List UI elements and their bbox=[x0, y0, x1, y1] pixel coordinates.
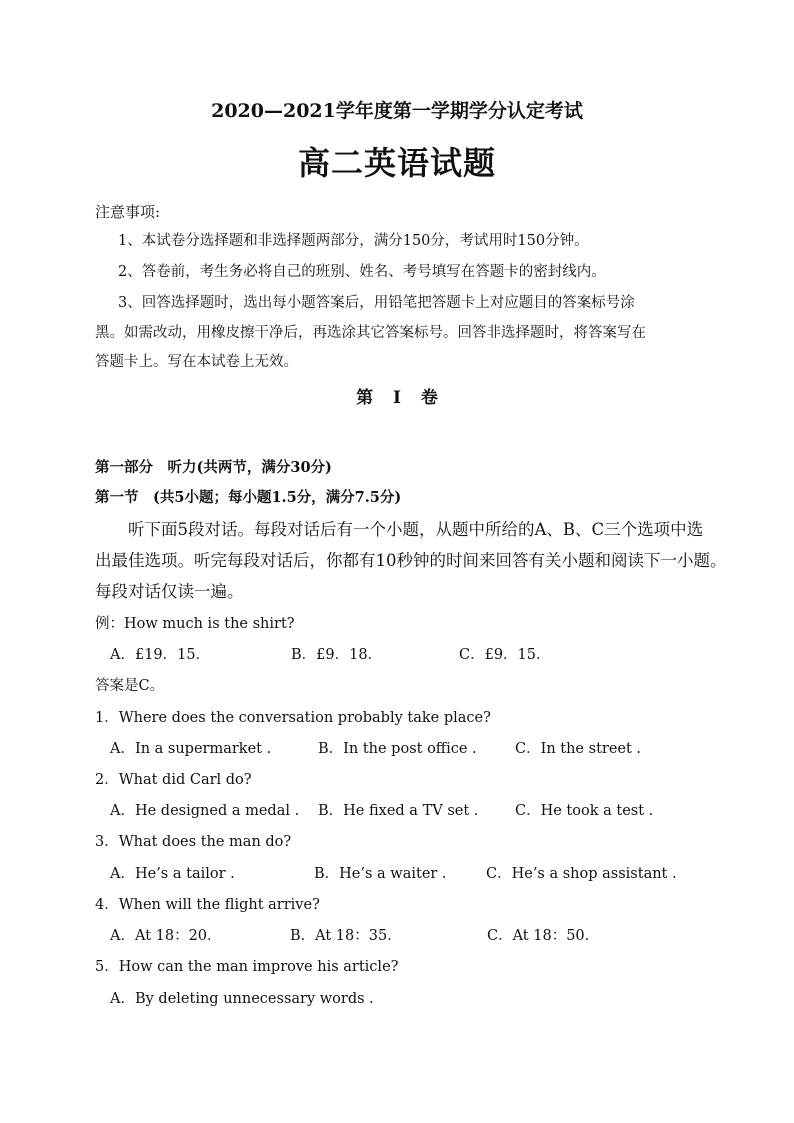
note-item-3-line-1: 3、回答选择题时，选出每小题答案后，用铅笔把答题卡上对应题目的答案标号涂 bbox=[118, 295, 635, 311]
note-item-1: 1、本试卷分选择题和非选择题两部分，满分150分，考试用时150分钟。 bbox=[118, 233, 589, 249]
question-4-option-c: C．At 18：50． bbox=[487, 928, 600, 944]
question-2: 2．What did Carl do? bbox=[95, 772, 252, 788]
example-option-c: C．£9．15． bbox=[459, 647, 551, 663]
question-2-option-a: A．He designed a medal . bbox=[110, 803, 300, 819]
notes-heading: 注意事项: bbox=[95, 203, 161, 221]
note-item-2: 2、答卷前，考生务必将自己的班别、姓名、考号填写在答题卡的密封线内。 bbox=[118, 264, 606, 280]
part1-heading: 第一部分 听力(共两节，满分30分) bbox=[95, 459, 332, 476]
example-answer: 答案是C。 bbox=[95, 678, 165, 694]
question-1: 1．Where does the conversation probably take place? bbox=[95, 710, 491, 726]
question-2-option-c: C．He took a test . bbox=[515, 803, 654, 819]
exam-title-line: 2020—2021学年度第一学期学分认定考试 bbox=[211, 100, 583, 122]
note-item-3-line-3: 答题卡上。写在本试卷上无效。 bbox=[95, 354, 298, 370]
question-5-option-a: A．By deleting unnecessary words . bbox=[110, 991, 374, 1007]
example-question: 例：How much is the shirt? bbox=[95, 616, 295, 632]
instructions-line-1: 听下面5段对话。每段对话后有一个小题，从题中所给的A、B、C三个选项中选 bbox=[128, 520, 704, 539]
question-4: 4．When will the flight arrive? bbox=[95, 897, 320, 913]
question-2-option-b: B．He fixed a TV set . bbox=[318, 803, 479, 819]
section1-heading: 第一节 (共5小题；每小题1.5分，满分7.5分) bbox=[95, 489, 402, 506]
question-1-option-b: B．In the post office . bbox=[318, 741, 477, 757]
question-3-option-b: B．He’s a waiter . bbox=[314, 866, 447, 882]
example-option-a: A．£19．15． bbox=[110, 647, 211, 663]
question-5: 5．How can the man improve his article? bbox=[95, 959, 399, 975]
question-3-option-a: A．He’s a tailor . bbox=[110, 866, 235, 882]
question-3: 3．What does the man do? bbox=[95, 834, 292, 850]
note-item-3-line-2: 黑。如需改动，用橡皮擦干净后，再选涂其它答案标号。回答非选择题时，将答案写在 bbox=[95, 325, 646, 341]
instructions-line-2: 出最佳选项。听完每段对话后，你都有10秒钟的时间来回答有关小题和阅读下一小题。 bbox=[95, 551, 727, 570]
question-1-option-c: C．In the street . bbox=[515, 741, 642, 757]
question-3-option-c: C．He’s a shop assistant . bbox=[486, 866, 677, 882]
subject-title: 高二英语试题 bbox=[297, 144, 496, 182]
example-option-b: B．£9．18． bbox=[291, 647, 383, 663]
volume-label: 第 Ⅰ 卷 bbox=[356, 388, 438, 408]
question-4-option-a: A．At 18：20． bbox=[110, 928, 222, 944]
question-4-option-b: B．At 18：35． bbox=[290, 928, 402, 944]
instructions-line-3: 每段对话仅读一遍。 bbox=[95, 582, 244, 601]
question-1-option-a: A．In a supermarket . bbox=[110, 741, 272, 757]
